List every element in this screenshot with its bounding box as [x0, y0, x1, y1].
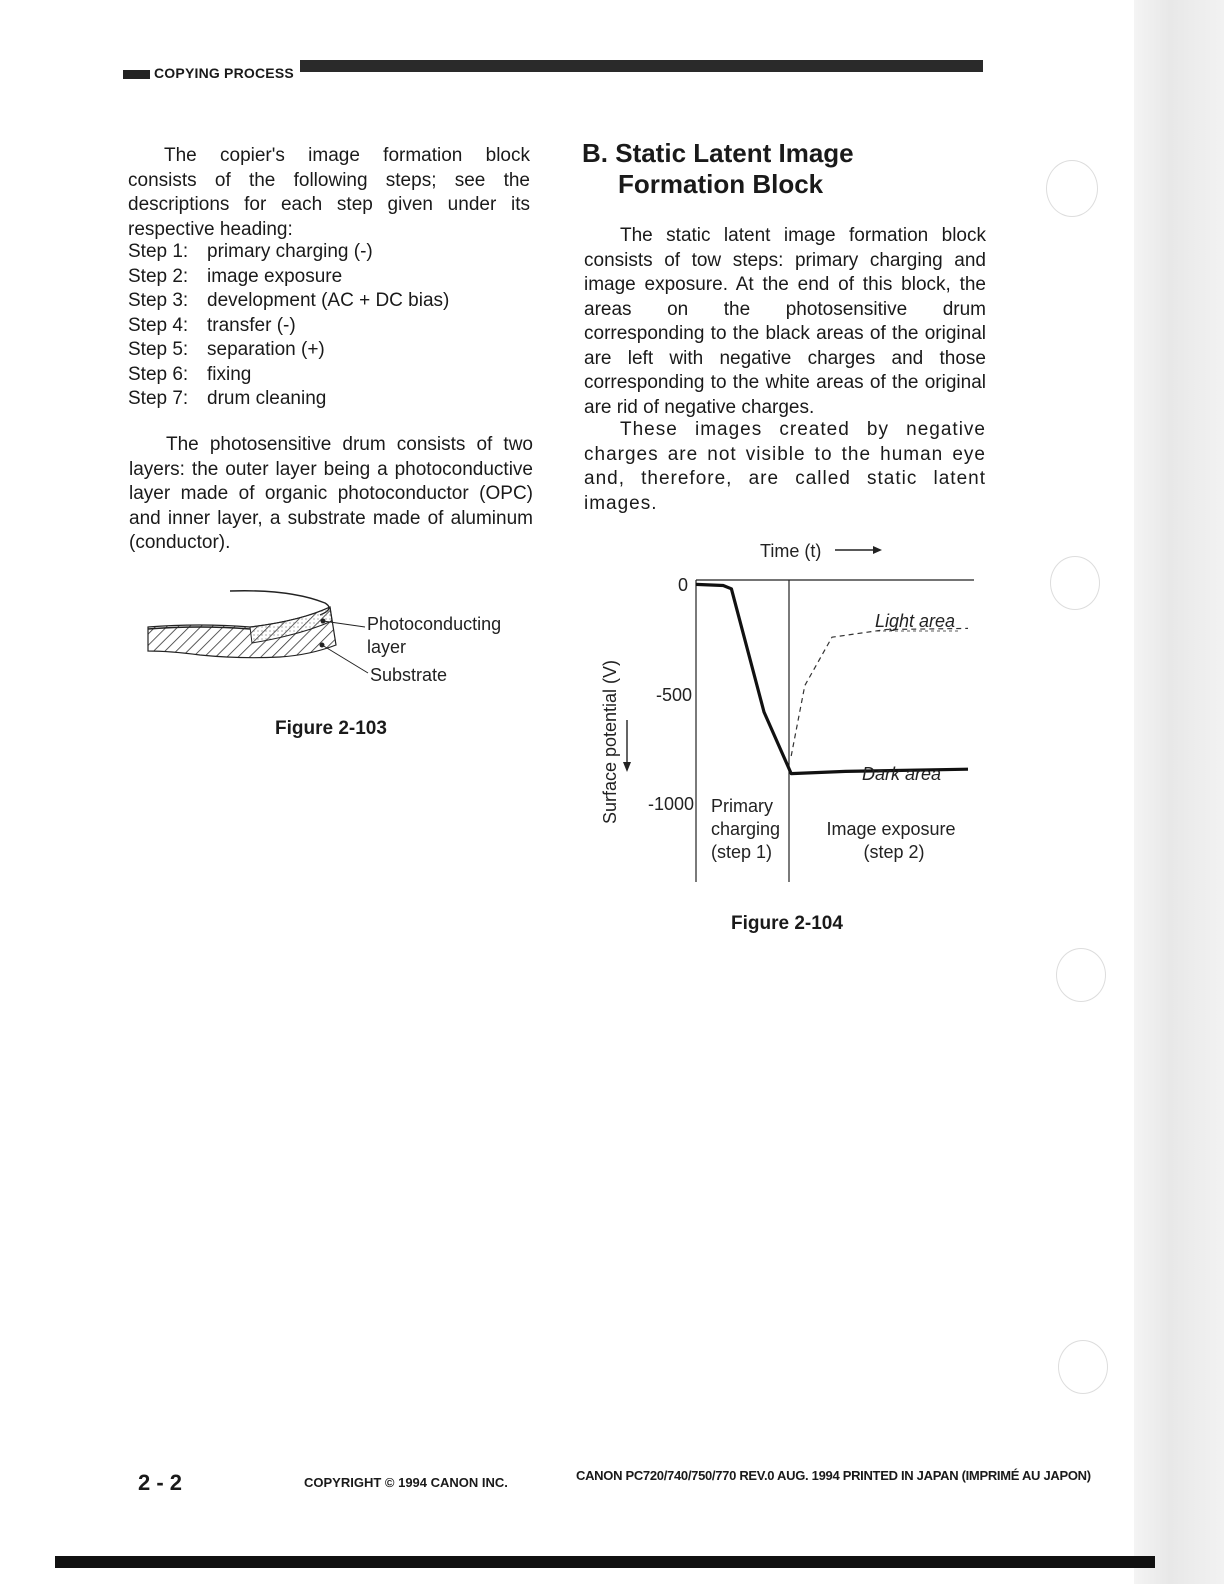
binder-hole: [1046, 160, 1098, 217]
drum-outline: [230, 591, 329, 615]
section-heading: [582, 138, 854, 200]
step-text: image exposure: [207, 265, 343, 287]
binder-hole: [1058, 1340, 1108, 1394]
figure-caption: Figure 2-104: [731, 913, 843, 934]
figure-caption: Figure 2-103: [275, 718, 387, 739]
copyright: COPYRIGHT © 1994 CANON INC.: [304, 1475, 508, 1490]
binder-hole: [1050, 556, 1100, 610]
latent-image-paragraph-2: These images created by negative charges are not visible to the human eye and, therefore, are called static latent images.: [584, 419, 986, 514]
bottom-rule: [55, 1556, 1155, 1568]
step-text: drum cleaning: [207, 388, 327, 409]
section-header: COPYING PROCESS: [154, 65, 294, 81]
step-label: Step 7:: [128, 388, 189, 409]
page-edge: [1134, 0, 1224, 1584]
list-item: [128, 314, 449, 339]
y-axis-label: Surface potential (V): [600, 659, 620, 825]
label-layer: layer: [367, 637, 407, 657]
list-item: [128, 338, 449, 363]
step-label: Step 3:: [128, 290, 189, 311]
series-line-light-area: [791, 628, 968, 756]
latent-image-paragraph: The static latent image formation block consists of tow steps: primary charging and image exposure. At the end of this block, the areas on the photosensitive drum corresponding to the black areas of the original are left with negative charges and those corresponding to the white areas of the original are rid of negative charges.: [584, 225, 986, 418]
leader-line: [322, 645, 368, 673]
step-label: Step 2:: [128, 265, 189, 287]
down-arrow-head-icon: [623, 762, 631, 772]
step-label: Step 6:: [128, 363, 189, 385]
phase-label: Primary: [711, 796, 773, 816]
list-item: [128, 289, 449, 314]
drum-cross-section-figure: [140, 585, 540, 695]
time-arrow-head-icon: [873, 546, 882, 554]
model-info: CANON PC720/740/750/770 REV.0 AUG. 1994 PRINTED IN JAPAN (IMPRIMÉ AU JAPON): [576, 1468, 1091, 1483]
drum-paragraph: The photosensitive drum consists of two layers: the outer layer being a photoconductive layer made of organic photoconductor (OPC) and inner layer, a substrate made of aluminum (conductor).: [129, 434, 533, 553]
step-text: separation (+): [207, 339, 325, 360]
step-text: fixing: [207, 363, 252, 385]
intro-paragraph: The copier's image formation block consists of the following steps; see the descriptions for each step given under its respective heading:: [128, 145, 530, 240]
surface-potential-chart: [590, 530, 990, 890]
binder-hole: [1056, 948, 1106, 1002]
list-item: [128, 240, 449, 265]
heading-line: Formation Block: [618, 169, 824, 199]
step-label: Step 4:: [128, 314, 189, 336]
y-tick-label: -1000: [647, 794, 694, 814]
y-tick-label: -500: [655, 685, 692, 705]
x-axis-label: Time (t): [760, 541, 822, 561]
label-photoconducting: Photoconducting: [367, 614, 502, 634]
phase-label: charging: [711, 819, 781, 839]
header-rule: [300, 60, 983, 72]
step-text: development (AC + DC bias): [207, 290, 450, 311]
page-number: 2 - 2: [138, 1470, 183, 1495]
step-label: Step 5:: [128, 339, 189, 360]
step-label: Step 1:: [128, 241, 189, 262]
annotation-light-area: Light area: [875, 611, 956, 631]
annotation-dark-area: Dark area: [862, 764, 942, 784]
y-tick-label: 0: [677, 575, 688, 595]
phase-label: (step 1): [711, 842, 773, 862]
phase-label: Image exposure: [826, 819, 956, 839]
step-text: transfer (-): [207, 314, 296, 336]
list-item: [128, 387, 449, 412]
label-substrate: Substrate: [370, 665, 448, 685]
heading-line: B. Static Latent Image: [582, 138, 854, 168]
list-item: [128, 265, 449, 290]
steps-list: [128, 240, 449, 412]
step-text: primary charging (-): [207, 241, 373, 262]
list-item: [128, 363, 449, 388]
substrate-layer: [148, 607, 336, 658]
phase-label: (step 2): [863, 842, 925, 862]
header-block: [123, 70, 150, 79]
